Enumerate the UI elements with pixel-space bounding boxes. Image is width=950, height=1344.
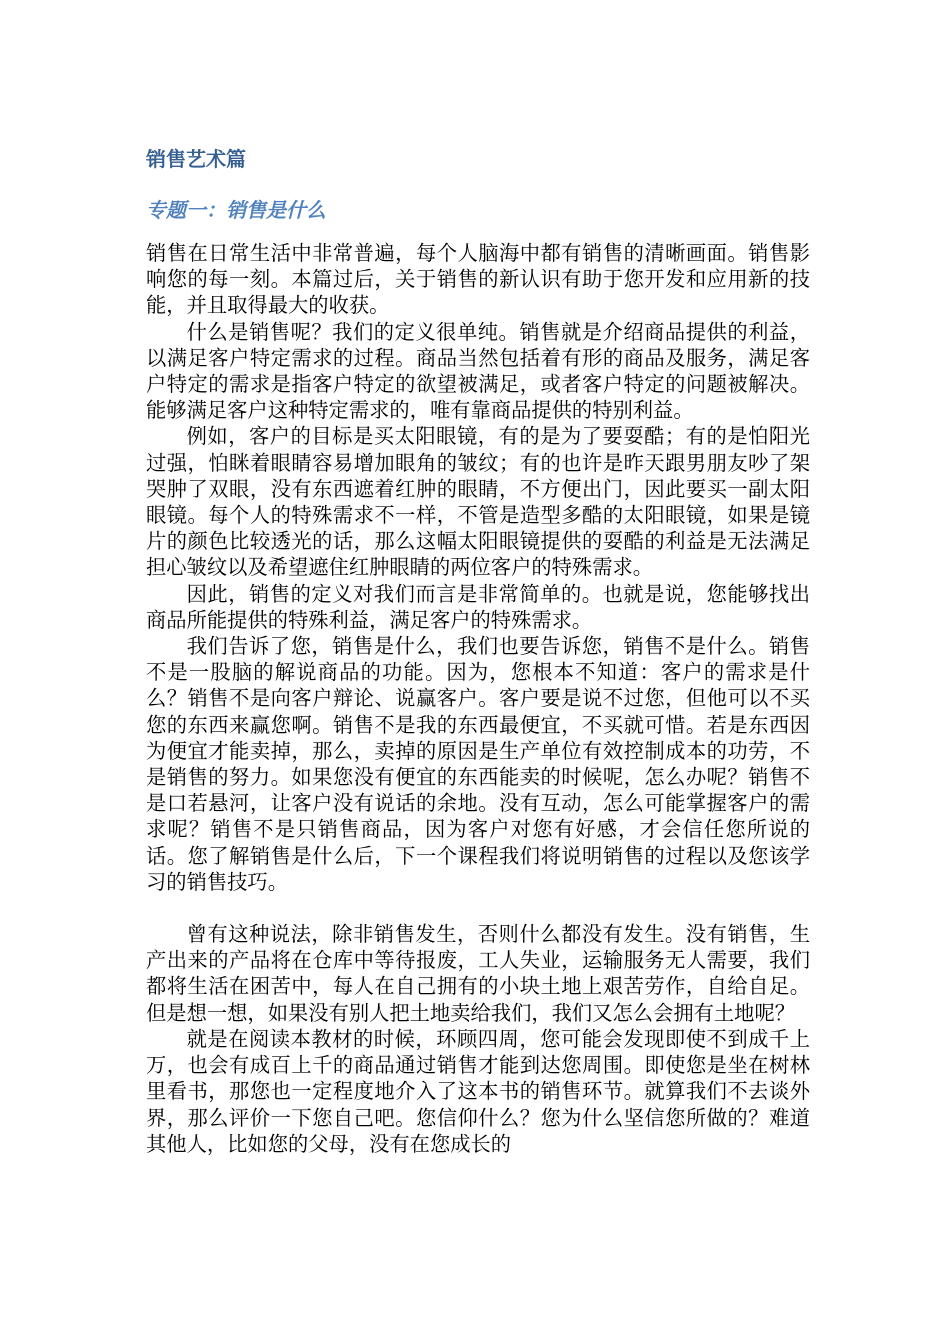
paragraph: 什么是销售呢？我们的定义很单纯。销售就是介绍商品提供的利益，以满足客户特定需求的过程。商品当然包括着有形的商品及服务，满足客户特定的需求是指客户特定的欲望被满足，或者客户特定的问题被解决。能够满足客户这种特定需求的，唯有靠商品提供的特别利益。: [146, 319, 810, 423]
section-title: 专题一：销售是什么: [146, 198, 326, 222]
body-text: [146, 240, 810, 1157]
paragraph: 曾有这种说法，除非销售发生，否则什么都没有发生。没有销售，生产出来的产品将在仓库中等待报废，工人失业，运输服务无人需要，我们都将生活在困苦中，每人在自己拥有的小块土地上艰苦劳作，自给自足。但是想一想，如果没有别人把土地卖给我们，我们又怎么会拥有土地呢？: [146, 922, 810, 1025]
paragraph: 就是在阅读本教材的时候，环顾四周，您可能会发现即使不到成千上万，也会有成百上千的商品通过销售才能到达您周围。即使您是坐在树林里看书，那您也一定程度地介入了这本书的销售环节。就算我们不去谈外界，那么评价一下您自己吧。您信仰什么？您为什么坚信您所做的？难道其他人，比如您的父母，没有在您成长的: [146, 1026, 810, 1156]
paragraph: 销售在日常生活中非常普遍，每个人脑海中都有销售的清晰画面。销售影响您的每一刻。本篇过后，关于销售的新认识有助于您开发和应用新的技能，并且取得最大的收获。: [146, 241, 810, 318]
paragraph: 因此，销售的定义对我们而言是非常简单的。也就是说，您能够找出商品所能提供的特殊利益，满足客户的特殊需求。: [146, 581, 810, 632]
paragraph: 我们告诉了您，销售是什么，我们也要告诉您，销售不是什么。销售不是一股脑的解说商品的功能。因为，您根本不知道：客户的需求是什么？销售不是向客户辩论、说赢客户。客户要是说不过您，但他可以不买您的东西来赢您啊。销售不是我的东西最便宜，不买就可惜。若是东西因为便宜才能卖掉，那么，卖掉的原因是生产单位有效控制成本的功劳，不是销售的努力。如果您没有便宜的东西能卖的时候呢，怎么办呢？销售不是口若悬河，让客户没有说话的余地。没有互动，怎么可能掌握客户的需求呢？销售不是只销售商品，因为客户对您有好感，才会信任您所说的话。您了解销售是什么后，下一个课程我们将说明销售的过程以及您该学习的销售技巧。: [146, 634, 810, 894]
page-title: 销售艺术篇: [146, 147, 246, 171]
paragraph: 例如，客户的目标是买太阳眼镜，有的是为了要耍酷；有的是怕阳光过强，怕眯着眼睛容易增加眼角的皱纹；有的也许是昨天跟男朋友吵了架哭肿了双眼，没有东西遮着红肿的眼睛，不方便出门，因此要买一副太阳眼镜。每个人的特殊需求不一样，不管是造型多酷的太阳眼镜，如果是镜片的颜色比较透光的话，那么这幅太阳眼镜提供的耍酷的利益是无法满足担心皱纹以及希望遮住红肿眼睛的两位客户的特殊需求。: [146, 424, 810, 580]
